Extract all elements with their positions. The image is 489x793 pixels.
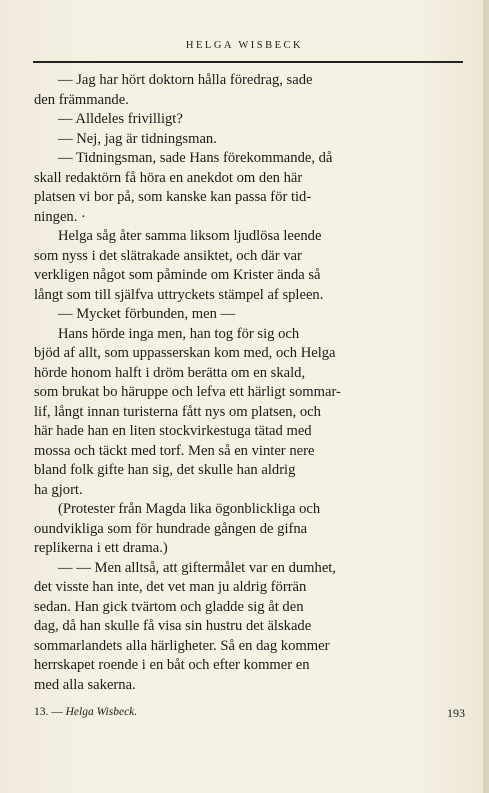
text-line: platsen vi bor på, som kanske kan passa för tid-	[34, 189, 312, 205]
text-line: — Nej, jag är tidningsman.	[58, 130, 217, 147]
text-line: oundvikliga som för hundrade gången de gifna	[34, 520, 308, 537]
text-line: dag, då han skulle få visa sin hustru det älskade	[34, 618, 312, 634]
text-line: Hans hörde inga men, han tog för sig och	[58, 325, 300, 342]
signature-number: 13. —	[34, 706, 63, 718]
text-line: med alla sakerna.	[34, 676, 136, 693]
page-number: 193	[447, 706, 465, 720]
text-line: mossa och täckt med torf. Men så en vinter nere	[34, 442, 315, 459]
text-line: ha gjort.	[34, 481, 83, 498]
text-line: replikerna i ett drama.)	[34, 540, 168, 556]
text-line: ningen. ·	[34, 208, 86, 225]
text-line: det visste han inte, det vet man ju aldrig förrän	[34, 579, 307, 595]
text-line: — — Men alltså, att giftermålet var en dumhet,	[58, 559, 337, 576]
text-line: verkligen något som påminde om Krister ända så	[34, 267, 321, 283]
signature-mark	[34, 706, 137, 718]
text-line: herrskapet roende i en båt och efter kommer en	[34, 657, 310, 673]
text-line: — Jag har hört doktorn hålla föredrag, sade	[58, 72, 313, 88]
text-line: långt som till själfva uttryckets stämpel af spleen.	[34, 286, 324, 303]
page-edge	[483, 0, 489, 793]
text-line: här hade han en liten stockvirkestuga tätad med	[34, 423, 312, 439]
text-line: som nyss i det slätrakade ansiktet, och där var	[34, 247, 302, 264]
text-line: — Tidningsman, sade Hans förekommande, då	[58, 150, 333, 166]
text-line: bland folk gifte han sig, det skulle han aldrig	[34, 462, 296, 478]
running-header: HELGA WISBECK	[185, 40, 304, 51]
body-text	[34, 71, 464, 695]
text-line: — Alldeles frivilligt?	[58, 111, 183, 127]
text-line: sommarlandets alla härligheter. Så en dag kommer	[34, 637, 330, 654]
text-line: bjöd af allt, som uppasserskan kom med, och Helga	[34, 345, 336, 361]
text-line: sedan. Han gick tvärtom och gladde sig åt den	[34, 598, 304, 615]
text-line: lif, långt innan turisterna fått nys om platsen, och	[34, 403, 321, 420]
text-line: som brukat bo häruppe och lefva ett härligt sommar-	[34, 384, 341, 400]
text-line: (Protester från Magda lika ögonblickliga och	[58, 501, 321, 517]
text-line: hörde honom halft i dröm berätta om en skald,	[34, 364, 306, 381]
header-rule	[33, 61, 463, 63]
text-line: Helga såg åter samma liksom ljudlösa leende	[58, 228, 322, 244]
text-line: skall redaktörn få höra en anekdot om den här	[34, 169, 303, 186]
signature-title: Helga Wisbeck.	[65, 706, 138, 718]
text-line: den främmande.	[34, 91, 129, 108]
text-line: — Mycket förbunden, men —	[58, 306, 236, 322]
